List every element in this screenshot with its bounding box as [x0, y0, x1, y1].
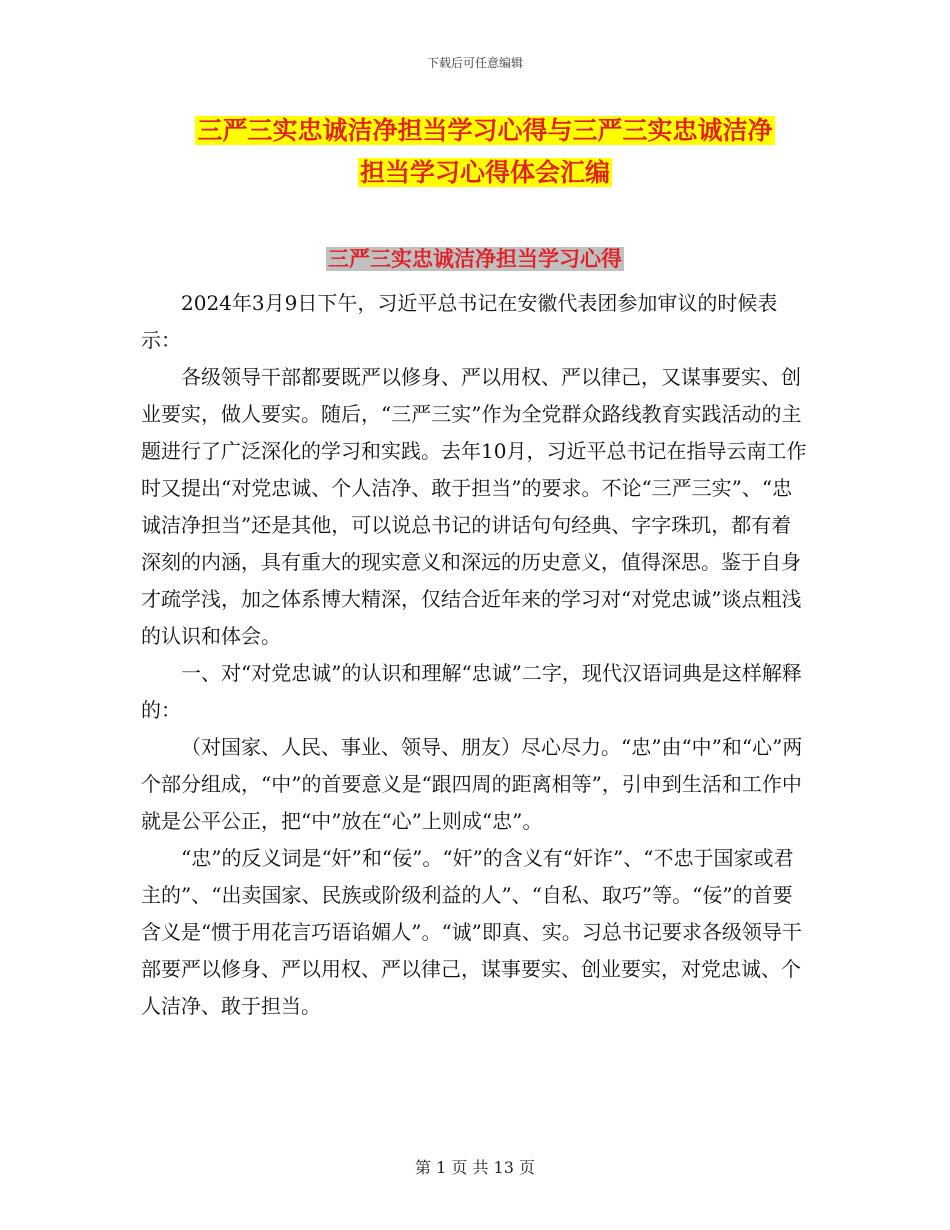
document-title-line-2: 担当学习心得体会汇编 [359, 158, 610, 187]
paragraph-4: （对国家、人民、事业、领导、朋友）尽心尽力。“忠”由“中”和“心”两个部分组成，“中”的首要意义是“跟四周的距离相等”，引申到生活和工作中就是公平公正，把“中”放在“心”上则成“忠”。 [141, 735, 803, 833]
section-title [0, 244, 950, 274]
document-title-line-1: 三严三实忠诚洁净担当学习心得与三严三实忠诚洁净 [197, 116, 773, 145]
paragraph-1: 2024年3月9日下午，习近平总书记在安徽代表团参加审议的时候表示： [141, 291, 778, 352]
page-number-footer: 第 1 页 共 13 页 [415, 1158, 535, 1177]
paragraph-5: “忠”的反义词是“奸”和“佞”。“奸”的含义有“奸诈”、“不忠于国家或君主的”、“出卖国家、民族或阶级利益的人”、“自私、取巧”等。“佞”的首要含义是“惯于用花言巧语谄媚人”。“诚”即真、实。习总书记要求各级领导干部要严以修身、严以用权、严以律己，谋事要实、创业要实，对党忠诚、个人洁净、敢于担当。 [141, 846, 802, 1018]
body-text [141, 285, 809, 1025]
document-title [140, 110, 830, 194]
paragraph-2: 各级领导干部都要既严以修身、严以用权、严以律己，又谋事要实、创业要实，做人要实。随后，“三严三实”作为全党群众路线教育实践活动的主题进行了广泛深化的学习和实践。去年10月，习近平总书记在指导云南工作时又提出“对党忠诚、个人洁净、敢于担当”的要求。不论“三严三实”、“忠诚洁净担当”还是其他，可以说总书记的讲话句句经典、字字珠玑，都有着深刻的内涵，具有重大的现实意义和深远的历史意义，值得深思。鉴于自身才疏学浅，加之体系博大精深，仅结合近年来的学习对“对党忠诚”谈点粗浅的认识和体会。 [141, 365, 807, 648]
paragraph-3: 一、对“对党忠诚”的认识和理解“忠诚”二字，现代汉语词典是这样解释的： [141, 661, 802, 722]
header-note: 下载后可任意编辑 [426, 56, 523, 70]
section-title-text: 三严三实忠诚洁净担当学习心得 [328, 247, 622, 271]
